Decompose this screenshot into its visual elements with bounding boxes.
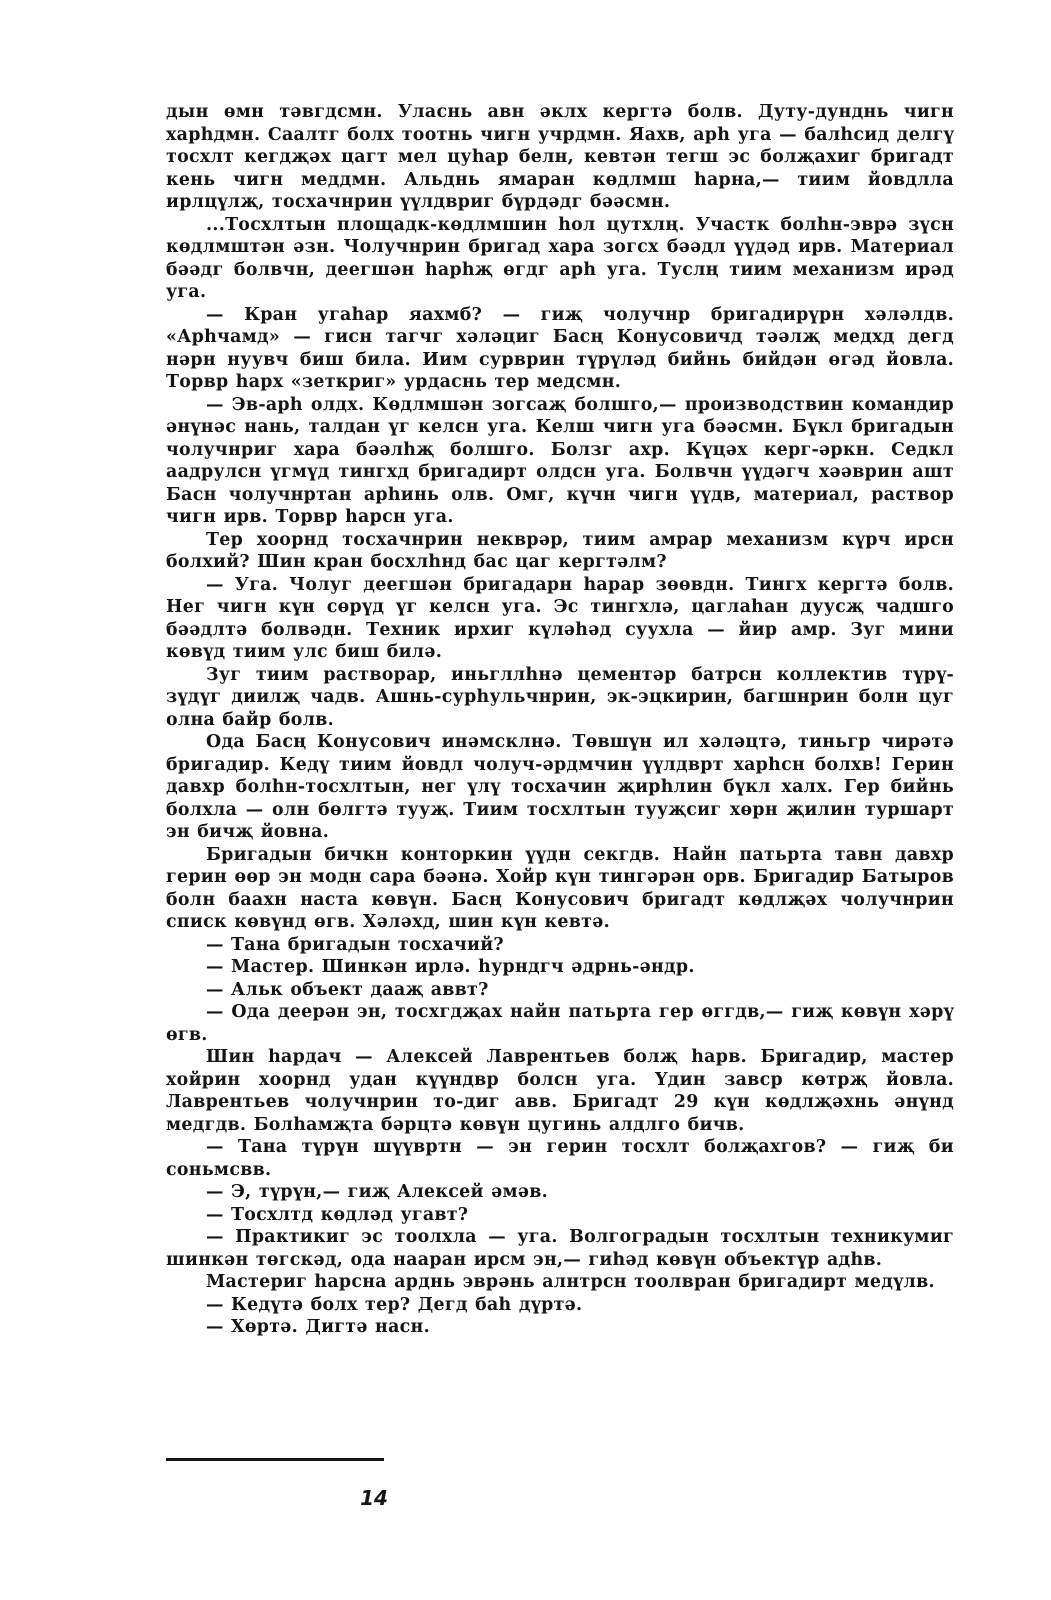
paragraph: ...Тосхлтын площадк-көдлмшин һол цутхлң. Участк болһн-эврә зүсн көдлмштән әзн. Чолучнрин бригад хара зогсх бәәдл үүдәд ирв. Материал бәәдг болвчн, деегшән һарһҗ өгдг арһ уга. Туслң тиим механизм ирәд уга.	[166, 214, 954, 302]
paragraph: Бригадын бичкн конторкин үүдн секгдв. Найн патьрта тавн давхр герин өөр эн модн сара бәәнә. Хойр күн тингәрән орв. Бригадир Батыров болн баахн наста көвүн. Басң Конусович бригадт көдлҗәх чолучнрин списк көвүнд өгв. Хәләхд, шин күн кевтә.	[166, 844, 954, 932]
dialogue-line: — Ода деерән эн, тосхгдҗах найн патьрта гер өггдв,— гиҗ көвүн хәрү өгв.	[166, 1002, 954, 1045]
dialogue-line: — Э, түрүн,— гиҗ Алексей әмәв.	[206, 1182, 548, 1202]
dialogue-line: — Альк объект дааҗ аввт?	[206, 979, 489, 1000]
body-text	[166, 101, 954, 1339]
dialogue-line: — Тосхлтд көдләд угавт?	[206, 1204, 469, 1225]
page-number: 14	[360, 1486, 388, 1510]
paragraph: — Уга. Чолуг деегшән бригадарн һарар зөөвдн. Тингх кергтә болв. Нег чигн күн сөрүд үг келсн уга. Эс тингхлә, цаглаһан дуусҗ чадшго бәәдлтә болвәдн. Техник ирхиг күләһәд суухла — йир амр. Зуг мини көвүд тиим улс биш билә.	[166, 574, 954, 662]
paragraph: — Кран угаһар яахмб? — гиҗ чолучнр бригадирүрн хәләлдв. «Арһчамд» — гисн тагчг хәләциг Басң Конусовичд тәәлҗ медхд дегд нәрн нуувч биш била. Иим сурврин түрүләд бийнь бийдән өгәд йовла. Торвр һарх «зеткриг» урдаснь тер медсмн.	[166, 304, 954, 392]
paragraph: дын өмн тәвгдсмн. Уласнь авн әклх кергтә болв. Дуту-дунднь чигн харһдмн. Саалтг болх тоотнь чигн учрдмн. Яахв, арһ уга — балһсид делгү тосхлт кегдҗәх цагт мел цуһар белн, кевтән тегш эс болҗахиг бригадт кень чигн меддмн. Альднь ямаран көдлмш һарна,— тиим йовдлла ирлцүлҗ, тосхачнрин үүлдвриг бүрдәдг бәәсмн.	[166, 102, 954, 212]
dialogue-line: — Практикиг эс тоолхла — уга. Волгоградын тосхлтын техникумиг шинкән төгскәд, ода нааран ирсм эн,— гиһәд көвүн объектүр адһв.	[166, 1227, 954, 1270]
dialogue-line: — Кедүтә болх тер? Дегд баһ дүртә.	[206, 1294, 583, 1315]
paragraph: Шин һардач — Алексей Лаврентьев болҗ һарв. Бригадир, мастер хойрин хоорнд удан күүндвр болсн уга. Үдин завср көтрҗ йовла. Лаврентьев чолучнрин то-диг авв. Бригадт 29 күн көдлҗәхнь әнүнд медгдв. Болһамҗта бәрцтә көвүн цугинь алдлго бичв.	[166, 1047, 954, 1135]
paragraph: Зуг тиим растворар, иньгллһнә цементәр батрсн коллектив түрү-зүдүг диилҗ чадв. Ашнь-сурһульчнрин, эк-эцкирин, багшнрин болн цуг олна байр болв.	[166, 664, 954, 730]
paragraph: Ода Басң Конусович инәмсклнә. Төвшүн ил хәләцтә, тиньгр чирәтә бригадир. Кедү тиим йовдл чолуч-әрдмчин үүлдврт харһсн болхв! Герин давхр болһн-тосхлтын, нег үлү тосхачин җирһлин бүкл халх. Гер бийнь болхла — олн бөлгтә тууҗ. Тиим тосхлтын тууҗсиг хөрн җилин туршарт эн бичҗ йовна.	[166, 732, 954, 842]
footnote-rule	[166, 1458, 384, 1461]
paragraph: — Эв-арһ олдх. Көдлмшән зогсаҗ болшго,— производствин командир әнүнәс нань, талдан үг келсн уга. Келш чигн уга бәәсмн. Бүкл бригадын чолучнриг хара бәәлһҗ болшго. Болзг ахр. Күцәх керг-әркн. Седкл аадрулсн үгмүд тингхд бригадирт олдсн уга. Болвчн үүдәгч хәәврин ашт Басн чолучнртан арһинь олв. Омг, күчн чигн үүдв, материал, раствор чигн ирв. Торвр һарсн уга.	[166, 394, 954, 527]
dialogue-line: — Хөртә. Дигтә насн.	[206, 1317, 430, 1337]
paragraph: Тер хоорнд тосхачнрин некврәр, тиим амрар механизм күрч ирсн болхий? Шин кран босхлһнд бас цаг кергтәлм?	[166, 529, 954, 572]
paragraph: Мастериг һарсна арднь эврәнь алнтрсн тоолвран бригадирт медүлв.	[206, 1272, 935, 1292]
dialogue-line: — Тана бригадын тосхачий?	[206, 934, 504, 955]
dialogue-line: — Мастер. Шинкән ирлә. һурндгч әдрнь-әндр.	[206, 957, 695, 977]
dialogue-line: — Тана түрүн шүүвртн — эн герин тосхлт болҗахгов? — гиҗ би соньмсвв.	[166, 1137, 954, 1180]
